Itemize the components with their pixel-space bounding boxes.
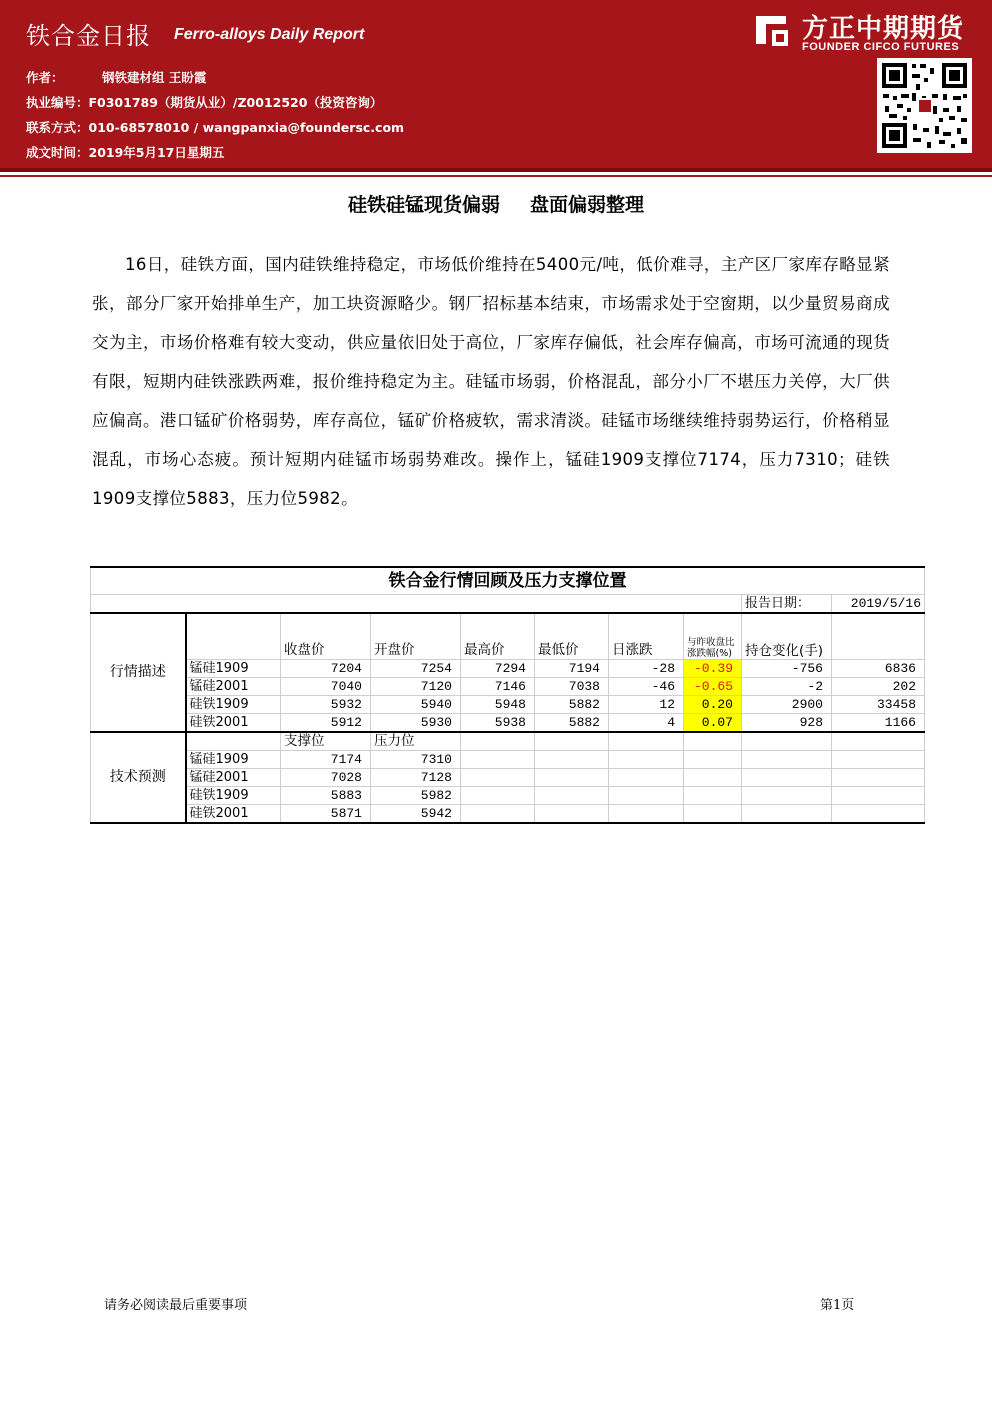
cell-open: 5940 (371, 695, 461, 713)
cell-high: 5948 (461, 695, 535, 713)
cell-low: 7038 (535, 677, 609, 695)
cell-open: 5930 (371, 713, 461, 732)
logo-text-cn: 方正中期期货 (802, 14, 965, 44)
cell-close: 7204 (281, 659, 371, 677)
report-body-paragraph: 16日，硅铁方面，国内硅铁维持稳定，市场低价维持在5400元/吨，低价难寻，主产区厂家库存略显紧张，部分厂家开始排单生产，加工块资源略少。钢厂招标基本结束，市场需求处于空窗期，以少量贸易商成交为主，市场价格难有较大变动，供应量依旧处于高位，厂家库存偏低，社会库存偏高，市场可流通的现货有限，短期内硅铁涨跌两难，报价维持稳定为主。硅锰市场弱，价格混乱，部分小厂不堪压力关停，大厂供应偏高。港口锰矿价格弱势，库存高位，锰矿价格疲软，需求清淡。硅锰市场继续维持弱势运行，价格稍显混乱，市场心态疲。预计短期内硅锰市场弱势难改。操作上，锰硅1909支撑位7174，压力7310；硅铁1909支撑位5883，压力位5982。 (92, 255, 890, 508)
tech-row-name: 硅铁1909 (186, 786, 281, 804)
market-group-label: 行情描述 (91, 613, 186, 732)
header-low: 最低价 (535, 613, 609, 659)
cell-high: 7146 (461, 677, 535, 695)
cell-support: 5871 (281, 804, 371, 823)
cell-pct: -0.39 (684, 659, 742, 677)
cell-oi: 6836 (832, 659, 925, 677)
cell-high: 7294 (461, 659, 535, 677)
author-label: 作者： (26, 70, 64, 85)
report-title-cn: 铁合金日报 (26, 22, 151, 50)
cell-close: 7040 (281, 677, 371, 695)
tech-row-name: 锰硅1909 (186, 750, 281, 768)
page-number: 第1页 (820, 1298, 855, 1313)
cell-resistance: 7128 (371, 768, 461, 786)
cell-low: 5882 (535, 695, 609, 713)
report-date-value: 2019/5/16 (832, 595, 925, 614)
date-line: 成文时间：2019年5月17日星期五 (26, 145, 225, 160)
cell-low: 7194 (535, 659, 609, 677)
header-open: 开盘价 (371, 613, 461, 659)
cell-oi: 33458 (832, 695, 925, 713)
logo-text-en: FOUNDER CIFCO FUTURES (802, 41, 960, 53)
qr-code-icon (877, 58, 972, 153)
cell-pct: 0.07 (684, 713, 742, 732)
table-row (91, 768, 925, 786)
header-pct: 与昨收盘比涨跌幅(%) (687, 636, 735, 659)
cell-close: 5912 (281, 713, 371, 732)
cell-open: 7120 (371, 677, 461, 695)
cell-pct: 0.20 (684, 695, 742, 713)
report-title-en: Ferro-alloys Daily Report (174, 26, 365, 43)
header-resistance: 压力位 (371, 732, 461, 751)
document-title (0, 190, 992, 217)
cell-open: 7254 (371, 659, 461, 677)
cell-oi-change: 2900 (742, 695, 832, 713)
cell-support: 7028 (281, 768, 371, 786)
cell-pct: -0.65 (684, 677, 742, 695)
license-line: 执业编号：F0301789（期货从业）/Z0012520（投资咨询） (26, 95, 383, 110)
cell-oi: 202 (832, 677, 925, 695)
document-title-part2: 盘面偏弱整理 (530, 194, 645, 216)
market-table-wrapper (90, 566, 924, 824)
cell-change: -46 (609, 677, 684, 695)
row-name: 锰硅1909 (186, 659, 281, 677)
cell-change: -28 (609, 659, 684, 677)
table-row (91, 804, 925, 823)
cell-high: 5938 (461, 713, 535, 732)
cell-oi: 1166 (832, 713, 925, 732)
author-line (26, 68, 206, 86)
header-oi-change: 持仓变化(手) (742, 613, 832, 659)
document-title-part1: 硅铁硅锰现货偏弱 (347, 194, 500, 216)
header-close: 收盘价 (281, 613, 371, 659)
cell-resistance: 5982 (371, 786, 461, 804)
logo-mark-icon (752, 10, 792, 50)
cell-oi-change: -756 (742, 659, 832, 677)
footer-notice: 请务必阅读最后重要事项 (104, 1298, 248, 1313)
report-date-label: 报告日期： (742, 595, 832, 614)
table-row (91, 713, 925, 732)
tech-row-name: 硅铁2001 (186, 804, 281, 823)
cell-support: 5883 (281, 786, 371, 804)
author-value: 钢铁建材组 王盼霞 (102, 70, 207, 85)
row-name: 硅铁1909 (186, 695, 281, 713)
contact-line: 联系方式：010-68578010 / wangpanxia@foundersc.com (26, 120, 405, 135)
table-row (91, 786, 925, 804)
row-name: 锰硅2001 (186, 677, 281, 695)
cell-change: 12 (609, 695, 684, 713)
tech-group-label: 技术预测 (91, 732, 186, 823)
cell-low: 5882 (535, 713, 609, 732)
cell-resistance: 5942 (371, 804, 461, 823)
row-name: 硅铁2001 (186, 713, 281, 732)
header-divider-thin (0, 175, 992, 177)
table-row (91, 695, 925, 713)
cell-oi-change: -2 (742, 677, 832, 695)
header-high: 最高价 (461, 613, 535, 659)
cell-resistance: 7310 (371, 750, 461, 768)
market-review-table (90, 566, 925, 824)
table-row (91, 677, 925, 695)
table-row (91, 750, 925, 768)
table-caption: 铁合金行情回顾及压力支撑位置 (91, 567, 925, 595)
company-logo (752, 8, 982, 56)
header-support: 支撑位 (281, 732, 371, 751)
cell-change: 4 (609, 713, 684, 732)
report-header (0, 0, 992, 168)
header-change: 日涨跌 (609, 613, 684, 659)
cell-close: 5932 (281, 695, 371, 713)
tech-row-name: 锰硅2001 (186, 768, 281, 786)
table-row (91, 659, 925, 677)
cell-oi-change: 928 (742, 713, 832, 732)
cell-support: 7174 (281, 750, 371, 768)
header-divider (0, 168, 992, 172)
